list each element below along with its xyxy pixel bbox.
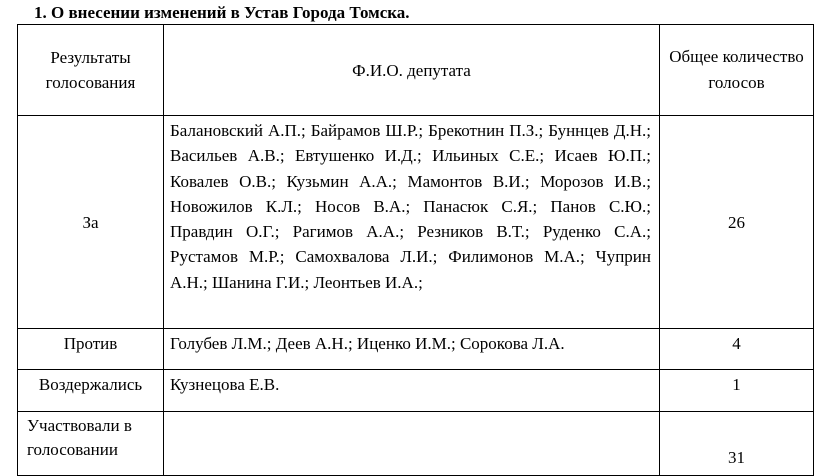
vote-count: 1 [660, 370, 814, 412]
header-voting-results: Результаты голосования [18, 25, 164, 116]
voting-results-table [17, 24, 814, 476]
header-total-votes: Общее количество голосов [660, 25, 814, 116]
deputy-names: Балановский А.П.; Байрамов Ш.Р.; Брекотнин П.З.; Буннцев Д.Н.; Васильев А.В.; Евтушенко И.Д.; Ильиных С.Е.; Исаев Ю.П.; Ковалев О.В.; Кузьмин А.А.; Мамонтов В.И.; Морозов И.В.; Новожилов К.Л.; Носов В.А.; Панасюк С.Я.; Панов С.Ю.; Правдин О.Г.; Рагимов А.А.; Резников В.Т.; Руденко С.А.; Рустамов М.Р.; Самохвалова Л.И.; Филимонов М.А.; Чуприн А.Н.; Шанина Г.И.; Леонтьев И.А.; [164, 116, 660, 329]
table-header-row [18, 25, 814, 116]
vote-count: 4 [660, 329, 814, 370]
table-row [18, 116, 814, 329]
table-row [18, 329, 814, 370]
result-label: Против [18, 329, 164, 370]
deputy-names [164, 412, 660, 476]
table-row [18, 370, 814, 412]
table-row [18, 412, 814, 476]
deputy-names: Кузнецова Е.В. [164, 370, 660, 412]
vote-count: 26 [660, 116, 814, 329]
result-label: Участвовали в голосовании [18, 412, 164, 476]
vote-count: 31 [660, 412, 814, 476]
result-label: Воздержались [18, 370, 164, 412]
deputy-names: Голубев Л.М.; Деев А.Н.; Иценко И.М.; Сорокова Л.А. [164, 329, 660, 370]
document-heading: 1. О внесении изменений в Устав Города Томска. [34, 3, 410, 22]
result-label: За [18, 116, 164, 329]
header-deputy-name: Ф.И.О. депутата [164, 25, 660, 116]
